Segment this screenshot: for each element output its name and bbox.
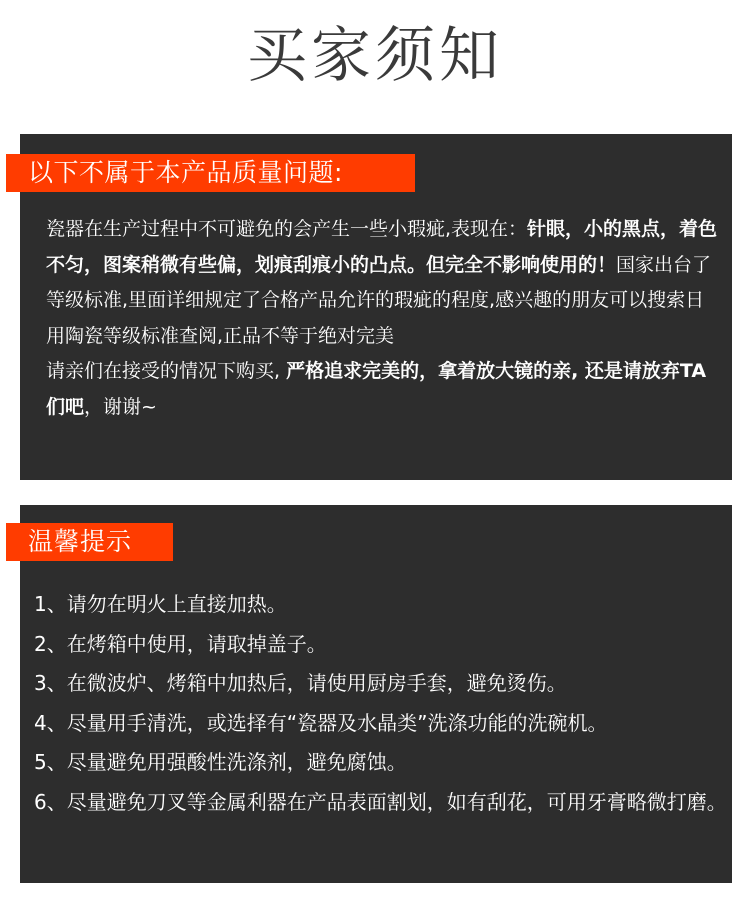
thanks-text: ，谢谢~ (84, 395, 157, 418)
quality-notice-panel (20, 134, 732, 480)
quality-notice-body (46, 212, 718, 425)
tip-item: 5、尽量避免用强酸性洗涤剂，避免腐蚀。 (34, 750, 407, 774)
purchase-advice-paragraph (46, 354, 718, 425)
quality-notice-header: 以下不属于本产品质量问题: (6, 154, 415, 192)
standard-text: 国家出台了等级标准,里面详细规定了合格产品允许的瑕疵的程度,感兴趣的朋友可以搜索日用陶瓷等级标准查阅,正品不等于绝对完美 (46, 253, 712, 347)
tip-item: 4、尽量用手清洗，或选择有“瓷器及水晶类”洗涤功能的洗碗机。 (34, 710, 608, 735)
tip-item: 3、在微波炉、烤箱中加热后，请使用厨房手套，避免烫伤。 (34, 671, 567, 695)
quality-notice-paragraph (46, 212, 718, 354)
defect-intro-text: 瓷器在生产过程中不可避免的会产生一些小瑕疵,表现在： (46, 218, 528, 240)
tip-item: 1、请勿在明火上直接加热。 (34, 592, 287, 616)
tips-list (34, 585, 734, 822)
tips-header: 温馨提示 (6, 523, 173, 561)
tip-item: 2、在烤箱中使用，请取掉盖子。 (34, 631, 327, 656)
purchase-advice-text: 请亲们在接受的情况下购买, (46, 360, 281, 382)
tips-panel (20, 505, 732, 883)
perfectionist-warning-bold: 严格追求完美的，拿着放大镜的亲, 还是请放弃TA们吧 (46, 360, 707, 418)
tip-item: 6、尽量避免刀叉等金属利器在产品表面割划，如有刮花，可用牙膏略微打磨。 (34, 789, 727, 814)
page-title: 买家须知 (247, 21, 503, 91)
defect-list-bold: 针眼，小的黑点，着色不匀，图案稍微有些偏，划痕刮痕小的凸点。但完全不影响使用的！ (46, 218, 718, 276)
